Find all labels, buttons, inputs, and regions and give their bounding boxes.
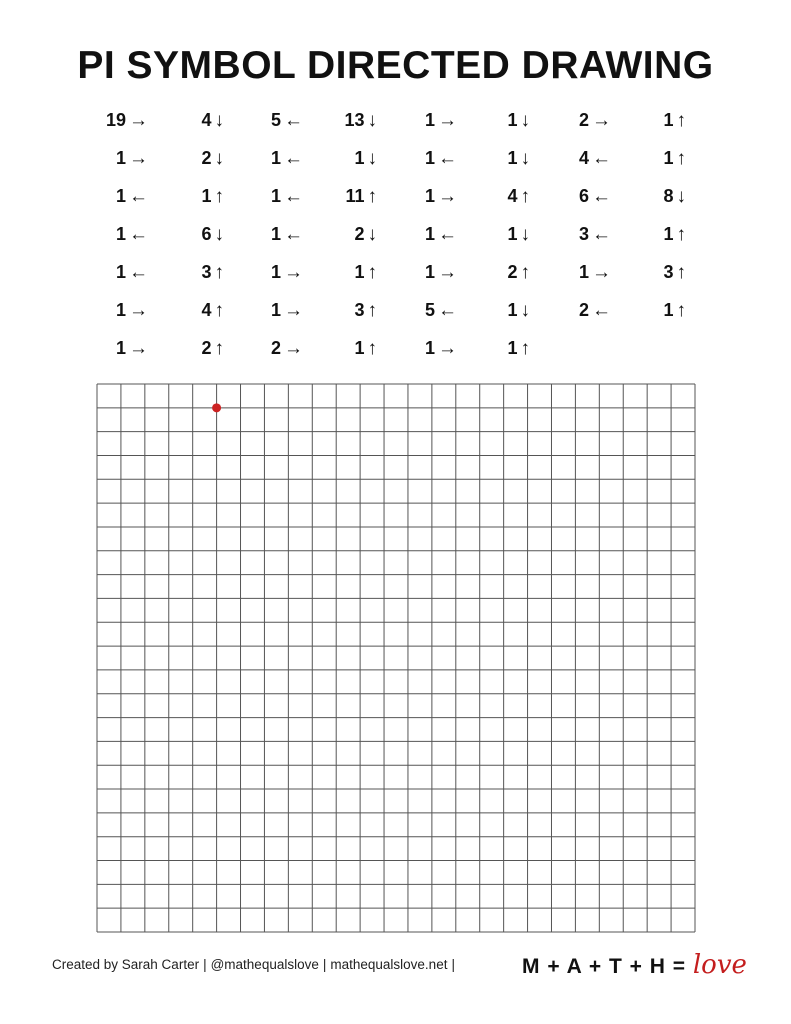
step-count: 1 [507, 110, 518, 130]
step-count: 1 [507, 338, 518, 358]
arrow-left-icon: ← [592, 300, 611, 321]
step-count: 1 [115, 148, 126, 168]
direction-step [317, 148, 377, 170]
direction-step [164, 110, 224, 132]
direction-step [551, 148, 611, 170]
arrow-left-icon: ← [284, 186, 303, 207]
directions-list [0, 0, 791, 370]
step-count: 2 [270, 338, 281, 358]
arrow-up-icon: ↑ [520, 262, 530, 283]
direction-step [317, 186, 377, 208]
step-count: 5 [270, 110, 281, 130]
step-count: 1 [115, 338, 126, 358]
arrow-up-icon: ↑ [367, 262, 377, 283]
direction-step [626, 262, 686, 284]
direction-step [88, 224, 148, 246]
arrow-right-icon: → [129, 338, 148, 359]
arrow-left-icon: ← [592, 148, 611, 169]
step-count: 1 [424, 110, 435, 130]
direction-step [164, 224, 224, 246]
arrow-right-icon: → [592, 262, 611, 283]
step-count: 1 [424, 186, 435, 206]
arrow-right-icon: → [129, 300, 148, 321]
arrow-down-icon: ↓ [367, 110, 377, 131]
step-count: 1 [270, 224, 281, 244]
direction-step [397, 148, 457, 170]
arrow-down-icon: ↓ [367, 224, 377, 245]
footer-handle: @mathequalslove [210, 957, 319, 972]
direction-step [470, 110, 530, 132]
step-count: 4 [201, 300, 212, 320]
arrow-up-icon: ↑ [214, 338, 224, 359]
direction-step [164, 186, 224, 208]
footer-separator: | [203, 957, 207, 972]
arrow-up-icon: ↑ [676, 224, 686, 245]
direction-step [626, 300, 686, 322]
step-count: 3 [578, 224, 589, 244]
direction-step [243, 300, 303, 322]
footer-separator: | [451, 957, 455, 972]
direction-step [243, 186, 303, 208]
direction-step [397, 300, 457, 322]
step-count: 2 [578, 300, 589, 320]
step-count: 1 [424, 262, 435, 282]
direction-step [397, 224, 457, 246]
page-title: PI SYMBOL DIRECTED DRAWING [77, 44, 714, 87]
arrow-left-icon: ← [438, 224, 457, 245]
direction-step [243, 262, 303, 284]
arrow-up-icon: ↑ [676, 300, 686, 321]
direction-step [397, 110, 457, 132]
step-count: 3 [201, 262, 212, 282]
step-count: 1 [507, 148, 518, 168]
arrow-left-icon: ← [284, 110, 303, 131]
step-count: 2 [201, 148, 212, 168]
arrow-right-icon: → [284, 300, 303, 321]
direction-step [470, 186, 530, 208]
arrow-up-icon: ↑ [676, 148, 686, 169]
step-count: 4 [507, 186, 518, 206]
direction-step [88, 110, 148, 132]
step-count: 2 [507, 262, 518, 282]
direction-step [626, 148, 686, 170]
direction-step [470, 148, 530, 170]
direction-step [626, 224, 686, 246]
arrow-up-icon: ↑ [214, 300, 224, 321]
direction-step [626, 186, 686, 208]
arrow-up-icon: ↑ [676, 262, 686, 283]
arrow-left-icon: ← [284, 148, 303, 169]
direction-step [470, 300, 530, 322]
direction-step [317, 262, 377, 284]
arrow-up-icon: ↑ [214, 262, 224, 283]
arrow-left-icon: ← [129, 186, 148, 207]
direction-step [243, 224, 303, 246]
brand-love: love [692, 950, 747, 980]
arrow-up-icon: ↑ [520, 338, 530, 359]
arrow-up-icon: ↑ [520, 186, 530, 207]
step-count: 1 [507, 300, 518, 320]
arrow-up-icon: ↑ [367, 300, 377, 321]
direction-step [164, 262, 224, 284]
step-count: 1 [115, 186, 126, 206]
step-count: 1 [663, 110, 674, 130]
direction-step [470, 338, 530, 360]
step-count: 5 [424, 300, 435, 320]
brand-text: M + A + T + H = [522, 955, 686, 978]
step-count: 1 [507, 224, 518, 244]
footer [52, 957, 459, 972]
direction-step [470, 224, 530, 246]
step-count: 1 [201, 186, 212, 206]
step-count: 6 [201, 224, 212, 244]
step-count: 2 [354, 224, 365, 244]
step-count: 1 [663, 148, 674, 168]
arrow-left-icon: ← [129, 224, 148, 245]
step-count: 4 [201, 110, 212, 130]
step-count: 2 [578, 110, 589, 130]
arrow-up-icon: ↑ [676, 110, 686, 131]
arrow-right-icon: → [438, 338, 457, 359]
step-count: 1 [115, 300, 126, 320]
arrow-left-icon: ← [284, 224, 303, 245]
arrow-right-icon: → [129, 110, 148, 131]
step-count: 1 [270, 262, 281, 282]
footer-separator: | [322, 957, 327, 972]
footer-credit: Created by Sarah Carter [52, 957, 200, 972]
step-count: 1 [424, 224, 435, 244]
direction-step [626, 110, 686, 132]
direction-step [551, 110, 611, 132]
direction-step [243, 110, 303, 132]
arrow-down-icon: ↓ [676, 186, 686, 207]
arrow-down-icon: ↓ [214, 148, 224, 169]
step-count: 1 [354, 262, 365, 282]
direction-step [88, 300, 148, 322]
direction-step [243, 338, 303, 360]
step-count: 1 [270, 148, 281, 168]
direction-step [551, 186, 611, 208]
arrow-left-icon: ← [438, 148, 457, 169]
step-count: 11 [345, 186, 365, 206]
direction-step [397, 338, 457, 360]
direction-step [88, 338, 148, 360]
step-count: 3 [354, 300, 365, 320]
arrow-right-icon: → [438, 262, 457, 283]
step-count: 1 [115, 224, 126, 244]
direction-step [397, 186, 457, 208]
step-count: 1 [663, 300, 674, 320]
step-count: 1 [115, 262, 126, 282]
arrow-down-icon: ↓ [214, 224, 224, 245]
arrow-right-icon: → [592, 110, 611, 131]
direction-step [317, 110, 377, 132]
arrow-down-icon: ↓ [520, 148, 530, 169]
direction-step [88, 148, 148, 170]
direction-step [164, 148, 224, 170]
arrow-right-icon: → [284, 338, 303, 359]
brand-logo [522, 950, 747, 980]
direction-step [317, 338, 377, 360]
direction-step [317, 300, 377, 322]
step-count: 3 [663, 262, 674, 282]
step-count: 13 [344, 110, 365, 130]
step-count: 1 [578, 262, 589, 282]
arrow-right-icon: → [438, 186, 457, 207]
step-count: 1 [424, 148, 435, 168]
start-point-dot [212, 403, 221, 412]
arrow-up-icon: ↑ [367, 338, 377, 359]
arrow-left-icon: ← [129, 262, 148, 283]
grid-svg [96, 383, 696, 933]
direction-step [397, 262, 457, 284]
step-count: 1 [663, 224, 674, 244]
arrow-down-icon: ↓ [367, 148, 377, 169]
step-count: 1 [270, 186, 281, 206]
step-count: 1 [424, 338, 435, 358]
step-count: 1 [354, 148, 365, 168]
direction-step [164, 300, 224, 322]
arrow-right-icon: → [129, 148, 148, 169]
step-count: 6 [578, 186, 589, 206]
step-count: 1 [354, 338, 365, 358]
step-count: 8 [663, 186, 674, 206]
arrow-up-icon: ↑ [214, 186, 224, 207]
direction-step [164, 338, 224, 360]
direction-step [88, 186, 148, 208]
arrow-left-icon: ← [592, 224, 611, 245]
arrow-left-icon: ← [592, 186, 611, 207]
arrow-right-icon: → [284, 262, 303, 283]
arrow-down-icon: ↓ [520, 110, 530, 131]
arrow-down-icon: ↓ [520, 300, 530, 321]
direction-step [551, 300, 611, 322]
step-count: 19 [105, 110, 126, 130]
direction-step [551, 224, 611, 246]
direction-step [243, 148, 303, 170]
step-count: 4 [578, 148, 589, 168]
footer-site: mathequalslove.net [330, 957, 448, 972]
step-count: 1 [270, 300, 281, 320]
direction-step [470, 262, 530, 284]
arrow-left-icon: ← [438, 300, 457, 321]
arrow-down-icon: ↓ [214, 110, 224, 131]
arrow-up-icon: ↑ [367, 186, 377, 207]
direction-step [551, 262, 611, 284]
drawing-grid [96, 383, 696, 933]
arrow-down-icon: ↓ [520, 224, 530, 245]
direction-step [88, 262, 148, 284]
direction-step [317, 224, 377, 246]
step-count: 2 [201, 338, 212, 358]
arrow-right-icon: → [438, 110, 457, 131]
